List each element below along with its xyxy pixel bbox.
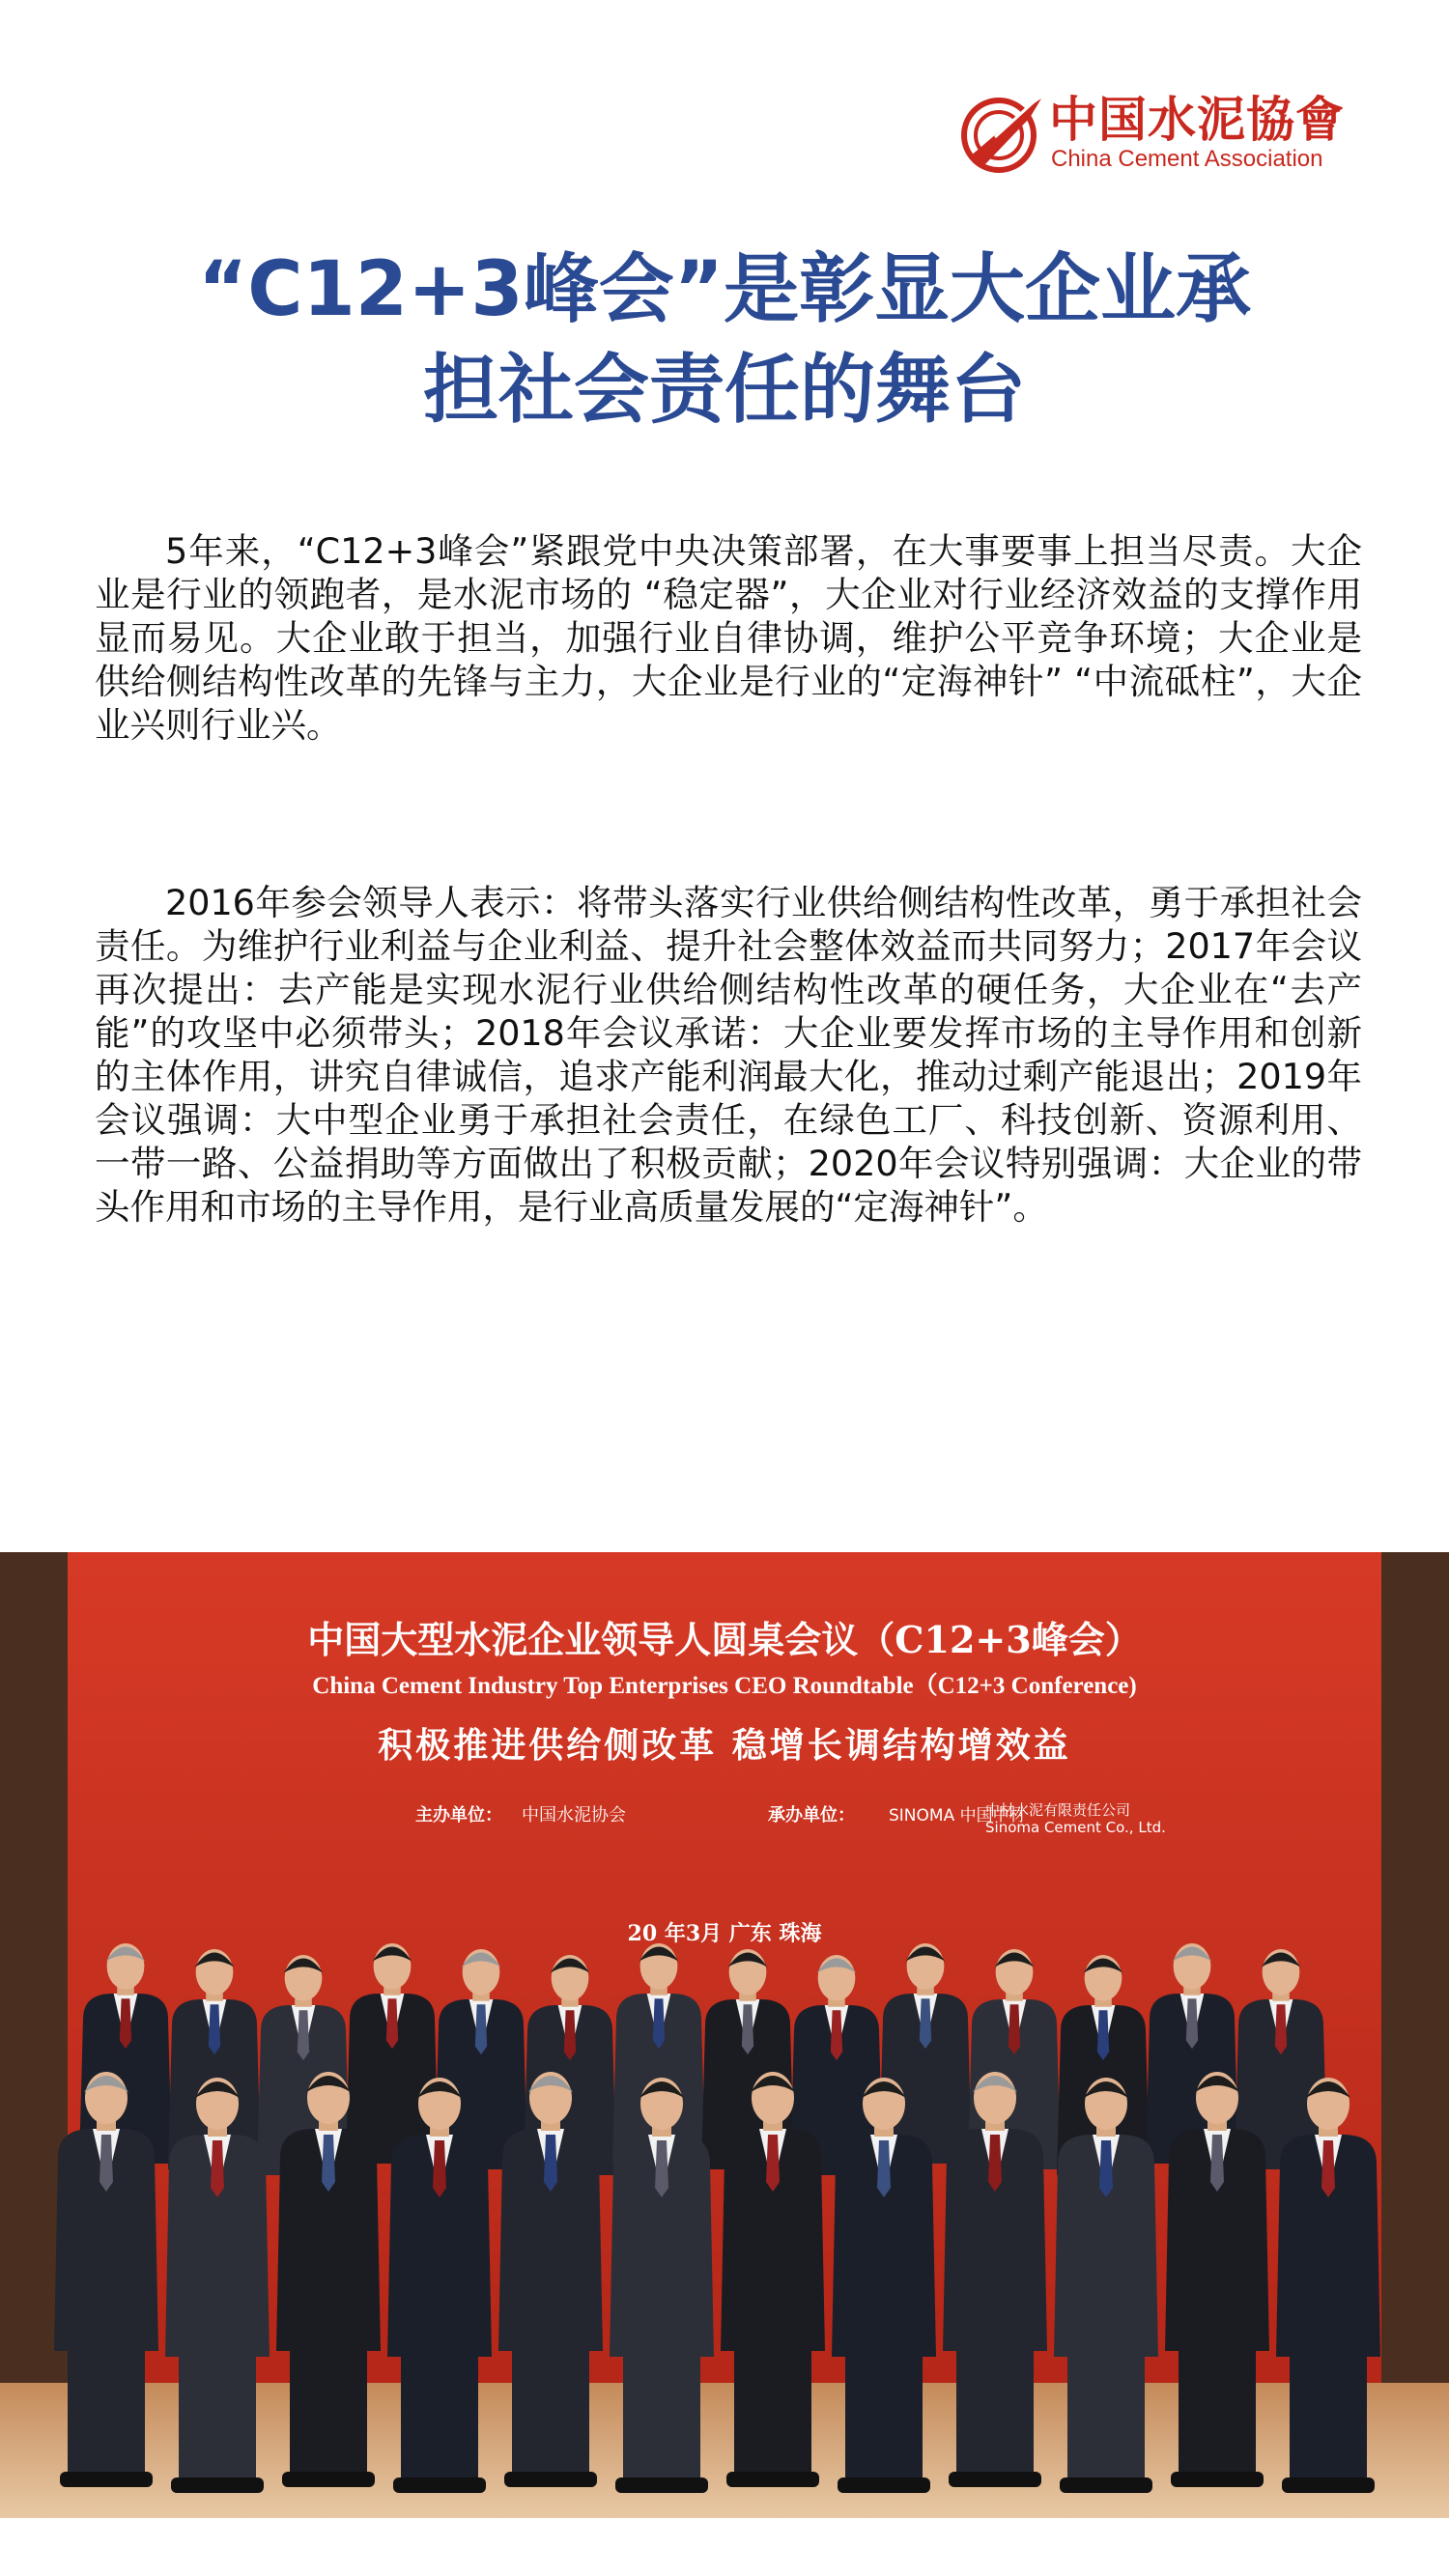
- logo-name-en: China Cement Association: [1051, 146, 1323, 172]
- paragraph-summary: 5年来，“C12+3峰会”紧跟党中央决策部署，在大事要事上担当尽责。大企业是行业的领跑者，是水泥市场的 “稳定器”，大企业对行业经济效益的支撑作用显而易见。大企业敢于担当，加强行业自律协调，维护公平竞争环境；大企业是供给侧结构性改革的先锋与主力，大企业是行业的“定海神针” “中流砥柱”，大企业兴则行业兴。: [95, 530, 1362, 746]
- logo-name-cn: 中国水泥協會: [1049, 91, 1345, 148]
- person-front-11: [1276, 2078, 1380, 2493]
- paragraph-history: 2016年参会领导人表示：将带头落实行业供给侧结构性改革，勇于承担社会责任。为维护行业利益与企业利益、提升社会整体效益而共同努力；2017年会议再次提出：去产能是实现水泥行业供给侧结构性改革的硬任务，大企业在“去产能”的攻坚中必须带头；2018年会议承诺：大企业要发挥市场的主导作用和创新的主体作用，讲究自律诚信，追求产能利润最大化，推动过剩产能退出；2019年会议强调：大中型企业勇于承担社会责任，在绿色工厂、科技创新、资源利用、一带一路、公益捐助等方面做出了积极贡献；2020年会议特别强调：大企业的带头作用和市场的主导作用，是行业高质量发展的“定海神针”。: [95, 882, 1362, 1228]
- host-name: 中国水泥协会: [522, 1805, 626, 1826]
- co-host-name-cn: 中材水泥有限责任公司: [985, 1801, 1131, 1819]
- person-front-3: [387, 2078, 492, 2493]
- page-title-line-1: “C12+3峰会”是彰显大企业承: [198, 246, 1251, 333]
- banner-slogan: 积极推进供给侧改革 稳增长调结构增效益: [378, 1725, 1071, 1766]
- page-title-line-2: 担社会责任的舞台: [422, 347, 1026, 434]
- association-logo: [956, 89, 1343, 181]
- person-front-0: [54, 2072, 158, 2487]
- person-front-1: [165, 2078, 270, 2493]
- banner-title-cn: 中国大型水泥企业领导人圆桌会议（C12+3峰会）: [307, 1618, 1142, 1661]
- conference-group-photo: [0, 1552, 1449, 2518]
- page-title: [97, 240, 1352, 440]
- person-front-6: [721, 2072, 825, 2487]
- person-front-10: [1165, 2072, 1269, 2487]
- co-host-name-en: Sinoma Cement Co., Ltd.: [985, 1819, 1166, 1836]
- banner-organizers: [0, 1801, 1449, 1840]
- association-emblem-icon: [956, 89, 1045, 178]
- banner-title-en: China Cement Industry Top Enterprises CEO Roundtable（C12+3 Conference): [312, 1673, 1137, 1699]
- banner-date-location: 20 年3月 广东 珠海: [627, 1921, 822, 1946]
- co-host-label: 承办单位：: [768, 1805, 855, 1826]
- host-label: 主办单位：: [415, 1805, 502, 1826]
- person-front-2: [276, 2072, 381, 2487]
- person-front-4: [498, 2072, 603, 2487]
- person-front-9: [1054, 2078, 1158, 2493]
- person-front-5: [610, 2078, 714, 2493]
- co-host-brand: SINOMA 中国中材: [889, 1806, 1026, 1826]
- person-front-7: [832, 2078, 936, 2493]
- co-host-name: [985, 1801, 1166, 1836]
- person-front-8: [943, 2072, 1047, 2487]
